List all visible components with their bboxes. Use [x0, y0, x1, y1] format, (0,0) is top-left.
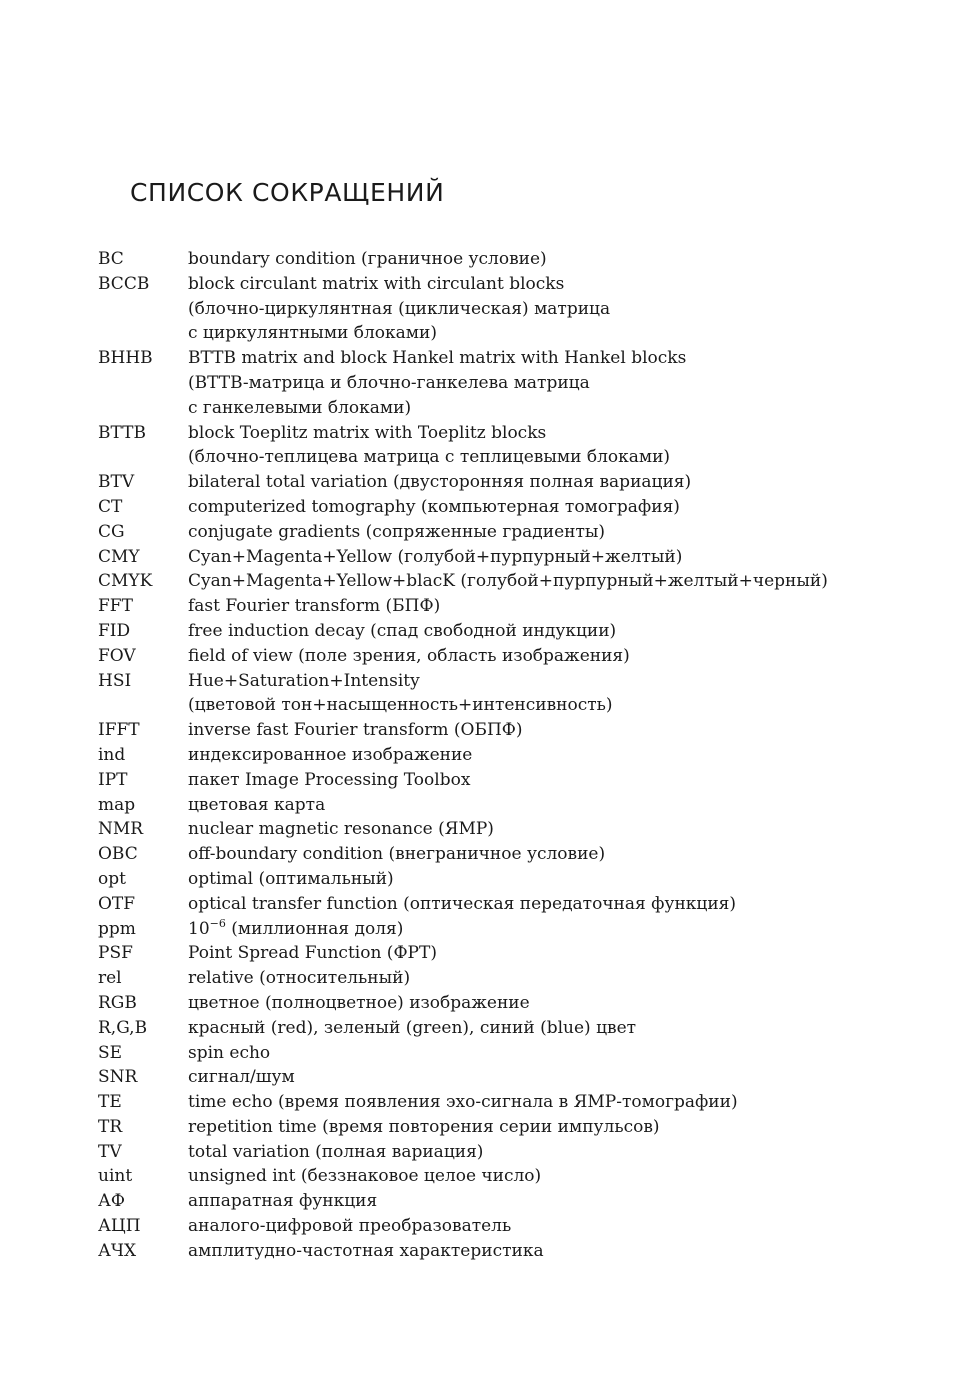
definition-line: block Toeplitz matrix with Toeplitz blocks [188, 422, 547, 443]
abbreviation-term: opt [98, 868, 126, 889]
definition-line: BTTB matrix and block Hankel matrix with Hankel blocks [188, 348, 687, 369]
definition-line: (блочно-теплицева матрица с теплицевыми блоками) [188, 447, 671, 468]
abbreviation-term: TR [98, 1116, 123, 1137]
abbreviation-term: SNR [98, 1067, 138, 1088]
abbreviation-term: PSF [98, 943, 133, 964]
abbreviation-term: ppm [98, 918, 136, 939]
abbreviation-entry [98, 644, 958, 669]
abbreviation-definition [188, 1164, 958, 1189]
definition-line: computerized tomography (компьютерная томография) [188, 496, 680, 517]
abbreviation-definition [188, 1140, 958, 1165]
definition-line: с циркулянтными блоками) [188, 323, 437, 344]
abbreviation-entry [98, 1065, 958, 1090]
abbreviation-definition [188, 421, 958, 471]
definition-line: аналого-цифровой преобразователь [188, 1216, 512, 1237]
abbreviation-entry [98, 594, 958, 619]
abbreviation-entry [98, 1189, 958, 1214]
abbreviation-term: АЦП [98, 1216, 141, 1237]
abbreviation-definition [188, 594, 958, 619]
definition-line: unsigned int (беззнаковое целое число) [188, 1166, 542, 1187]
abbreviation-term: ind [98, 744, 126, 765]
abbreviation-entry [98, 669, 958, 719]
abbreviation-entry [98, 470, 958, 495]
abbreviation-entry [98, 793, 958, 818]
abbreviation-definition [188, 1041, 958, 1066]
abbreviation-term: АЧХ [98, 1240, 137, 1261]
abbreviation-term: CMY [98, 546, 140, 567]
abbreviation-entry [98, 718, 958, 743]
abbreviation-definition [188, 569, 958, 594]
abbreviation-definition [188, 842, 958, 867]
definition-line: optical transfer function (оптическая передаточная функция) [188, 893, 737, 914]
abbreviation-entry [98, 1164, 958, 1189]
power-exponent: −6 [209, 916, 226, 930]
definition-line: амплитудно-частотная характеристика [188, 1240, 544, 1261]
abbreviation-entry [98, 941, 958, 966]
abbreviation-entry [98, 520, 958, 545]
abbreviation-definition [188, 867, 958, 892]
abbreviation-definition [188, 892, 958, 917]
power-base: 10 [188, 918, 210, 939]
abbreviation-term: FOV [98, 645, 136, 666]
abbreviation-term: OBC [98, 844, 138, 865]
abbreviation-definition [188, 520, 958, 545]
abbreviation-entry [98, 495, 958, 520]
abbreviation-entry [98, 1140, 958, 1165]
abbreviation-entry [98, 1239, 958, 1264]
definition-line: off-boundary condition (внеграничное условие) [188, 844, 606, 865]
abbreviation-definition [188, 1189, 958, 1214]
abbreviation-definition [188, 991, 958, 1016]
definition-line: цветное (полноцветное) изображение [188, 992, 530, 1013]
abbreviation-term: IFFT [98, 720, 140, 741]
abbreviation-term: SE [98, 1042, 123, 1063]
definition-line: time echo (время появления эхо-сигнала в ЯМР-томографии) [188, 1092, 738, 1113]
definition-line: цветовая карта [188, 794, 326, 815]
abbreviation-term: RGB [98, 992, 137, 1013]
definition-line: relative (относительный) [188, 968, 411, 989]
abbreviation-term: АФ [98, 1191, 125, 1212]
abbreviation-definition [188, 470, 958, 495]
definition-line: аппаратная функция [188, 1191, 378, 1212]
definition-line [188, 917, 958, 942]
abbreviation-entry [98, 569, 958, 594]
definition-line: spin echo [188, 1042, 271, 1063]
abbreviation-term: BTTB [98, 422, 146, 443]
abbreviation-entry [98, 917, 958, 942]
abbreviation-entry [98, 346, 958, 420]
definition-line: Hue+Saturation+Intensity [188, 670, 420, 691]
definition-line: fast Fourier transform (БПФ) [188, 596, 441, 617]
abbreviation-entry [98, 1016, 958, 1041]
abbreviation-definition [188, 669, 958, 719]
abbreviation-definition [188, 346, 958, 420]
abbreviation-term: BC [98, 249, 124, 269]
definition-line: Cyan+Magenta+Yellow+blacK (голубой+пурпурный+желтый+черный) [188, 571, 828, 592]
abbreviation-definition [188, 1065, 958, 1090]
abbreviation-definition [188, 644, 958, 669]
abbreviation-term: CG [98, 521, 125, 542]
abbreviation-term: TE [98, 1092, 122, 1113]
definition-line: optimal (оптимальный) [188, 868, 394, 889]
abbreviation-entry [98, 991, 958, 1016]
abbreviation-definition [188, 1239, 958, 1264]
definition-line: (BTTB-матрица и блочно-ганкелева матрица [188, 372, 590, 393]
abbreviation-term: NMR [98, 819, 144, 840]
abbreviation-term: FFT [98, 596, 133, 617]
abbreviation-entry [98, 1115, 958, 1140]
abbreviation-definition [188, 917, 958, 942]
abbreviation-term: map [98, 794, 136, 815]
definition-line: repetition time (время повторения серии импульсов) [188, 1116, 660, 1137]
abbreviation-entry [98, 817, 958, 842]
abbreviation-entry [98, 892, 958, 917]
definition-line: block circulant matrix with circulant blocks [188, 273, 565, 294]
abbreviation-definition [188, 718, 958, 743]
abbreviation-definition [188, 1115, 958, 1140]
definition-text: (миллионная доля) [225, 918, 404, 939]
abbreviation-definition [188, 619, 958, 644]
abbreviation-term: rel [98, 968, 122, 989]
abbreviation-term: CT [98, 496, 123, 517]
definition-line: conjugate gradients (сопряженные градиенты) [188, 521, 606, 542]
abbreviation-term: FID [98, 620, 131, 641]
definition-line: (блочно-циркулянтная (циклическая) матрица [188, 298, 611, 319]
abbreviation-entry [98, 966, 958, 991]
abbreviation-definition [188, 966, 958, 991]
abbreviation-entry [98, 619, 958, 644]
abbreviation-term: BTV [98, 472, 135, 493]
abbreviation-definition [188, 1016, 958, 1041]
abbreviation-entry [98, 421, 958, 471]
abbreviation-entry [98, 1041, 958, 1066]
abbreviation-term: R,G,B [98, 1017, 148, 1038]
abbreviation-entry [98, 247, 958, 272]
abbreviation-entry [98, 272, 958, 346]
definition-line: bilateral total variation (двусторонняя полная вариация) [188, 472, 692, 493]
abbreviation-entry [98, 867, 958, 892]
definition-line: индексированное изображение [188, 744, 473, 765]
definition-line: boundary condition (граничное условие) [188, 249, 547, 269]
abbreviation-term: uint [98, 1166, 133, 1187]
abbreviation-entry [98, 545, 958, 570]
abbreviation-definition [188, 817, 958, 842]
definition-line: Point Spread Function (ФРТ) [188, 943, 437, 964]
abbreviation-entry [98, 743, 958, 768]
definition-line: пакет Image Processing Toolbox [188, 769, 471, 790]
abbreviation-term: OTF [98, 893, 136, 914]
definition-line: (цветовой тон+насыщенность+интенсивность) [188, 695, 613, 716]
abbreviation-term: BCCB [98, 273, 150, 294]
abbreviation-definition [188, 941, 958, 966]
definition-line: сигнал/шум [188, 1067, 295, 1088]
abbreviation-entry [98, 1214, 958, 1239]
abbreviation-definition [188, 247, 958, 272]
abbreviation-entry [98, 842, 958, 867]
abbreviation-term: BHHB [98, 348, 153, 369]
abbreviation-term: CMYK [98, 571, 153, 592]
abbreviation-definition [188, 1214, 958, 1239]
definition-line: Cyan+Magenta+Yellow (голубой+пурпурный+желтый) [188, 546, 683, 567]
page-title: СПИСОК СОКРАЩЕНИЙ [130, 178, 445, 207]
abbreviation-term: IPT [98, 769, 128, 790]
abbreviation-definition [188, 495, 958, 520]
abbreviation-definition [188, 272, 958, 346]
definition-line: с ганкелевыми блоками) [188, 397, 412, 418]
definition-line: free induction decay (спад свободной индукции) [188, 620, 617, 641]
abbreviation-definition [188, 1090, 958, 1115]
definition-line: inverse fast Fourier transform (ОБПФ) [188, 720, 523, 741]
abbreviation-definition [188, 545, 958, 570]
abbreviation-definition [188, 793, 958, 818]
definition-line: total variation (полная вариация) [188, 1141, 484, 1162]
abbreviation-term: TV [98, 1141, 122, 1162]
abbreviation-entry [98, 768, 958, 793]
abbreviation-definition [188, 768, 958, 793]
definition-line: nuclear magnetic resonance (ЯМР) [188, 819, 494, 840]
abbreviation-list [98, 247, 958, 1264]
abbreviation-term: HSI [98, 670, 132, 691]
definition-line: field of view (поле зрения, область изображения) [188, 645, 630, 666]
definition-line: красный (red), зеленый (green), синий (blue) цвет [188, 1017, 637, 1038]
abbreviation-definition [188, 743, 958, 768]
abbreviation-entry [98, 1090, 958, 1115]
